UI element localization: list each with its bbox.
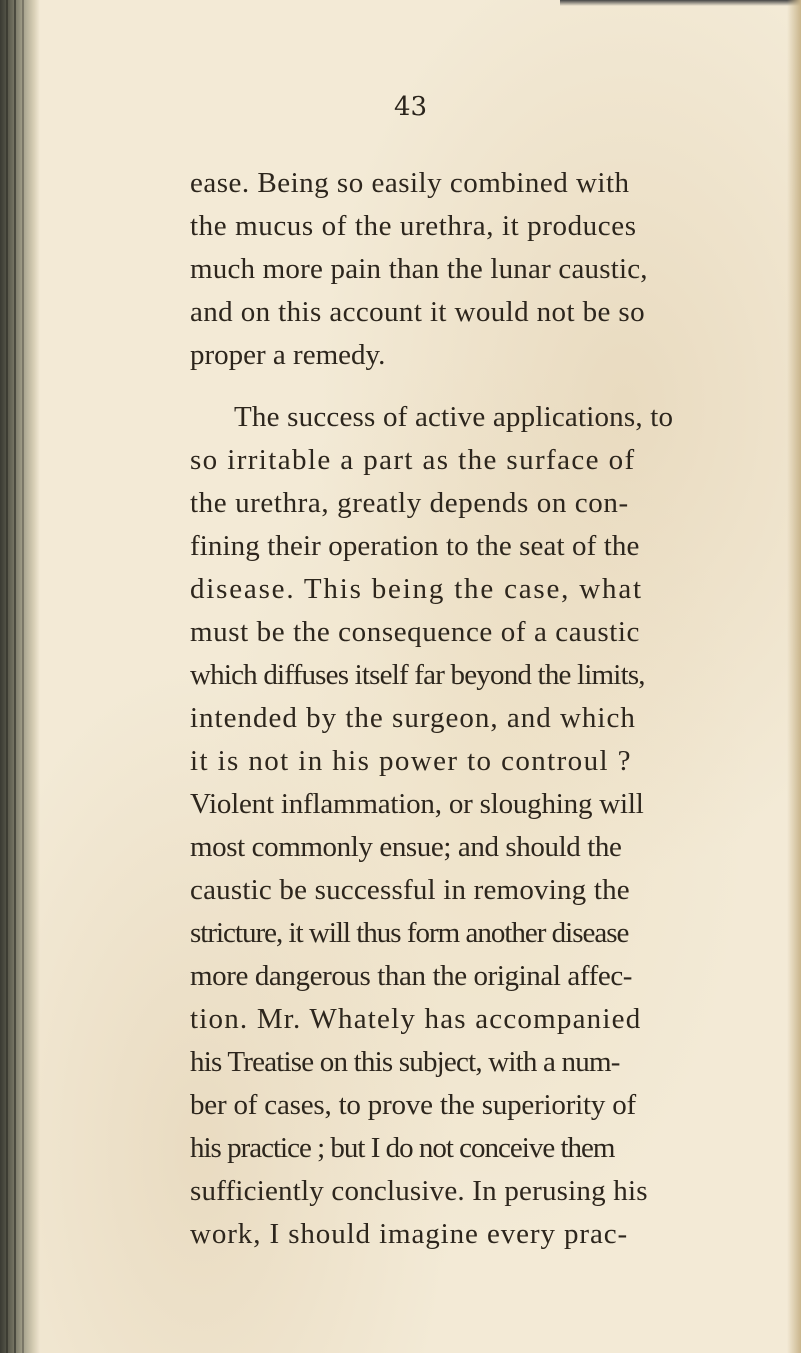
gutter-line [6, 0, 8, 1353]
text-line: intended by the surgeon, and which [190, 702, 636, 734]
paragraph-gap [190, 377, 750, 396]
text-line: ber of cases, to prove the superiority of [190, 1089, 636, 1121]
text-line: his Treatise on this subject, with a num- [190, 1046, 620, 1078]
binding-gutter [0, 0, 40, 1353]
text-line: tion. Mr. Whately has accompanied [190, 1003, 642, 1035]
page-top-edge [560, 0, 801, 6]
text-line: fining their operation to the seat of the [190, 530, 640, 562]
text-line: caustic be successful in removing the [190, 874, 630, 906]
text-line: must be the consequence of a caustic [190, 616, 640, 648]
text-line: stricture, it will thus form another disease [190, 917, 629, 949]
page-number: 43 [393, 92, 428, 122]
text-line: his practice ; but I do not conceive them [190, 1132, 615, 1164]
text-line: disease. This being the case, what [190, 573, 643, 605]
text-line: and on this account it would not be so [190, 296, 645, 328]
text-line: more dangerous than the original affec- [190, 960, 633, 992]
text-line: The success of active applications, to [234, 401, 674, 433]
text-line: Violent inflammation, or sloughing will [190, 788, 644, 820]
text-line: sufficiently conclusive. In perusing his [190, 1175, 648, 1207]
text-line: it is not in his power to controul ? [190, 745, 632, 777]
text-line: proper a remedy. [190, 339, 386, 371]
gutter-line [22, 0, 24, 1353]
text-line: most commonly ensue; and should the [190, 831, 622, 863]
page-right-edge [787, 0, 801, 1353]
gutter-line [14, 0, 16, 1353]
text-line: ease. Being so easily combined with [190, 167, 630, 199]
text-line: the mucus of the urethra, it produces [190, 210, 637, 242]
text-line: much more pain than the lunar caustic, [190, 253, 648, 285]
text-line: which diffuses itself far beyond the limits, [190, 659, 645, 691]
text-line: work, I should imagine every prac- [190, 1218, 629, 1250]
text-line: the urethra, greatly depends on con- [190, 487, 629, 519]
body-text [190, 162, 750, 1256]
text-line: so irritable a part as the surface of [190, 444, 636, 476]
